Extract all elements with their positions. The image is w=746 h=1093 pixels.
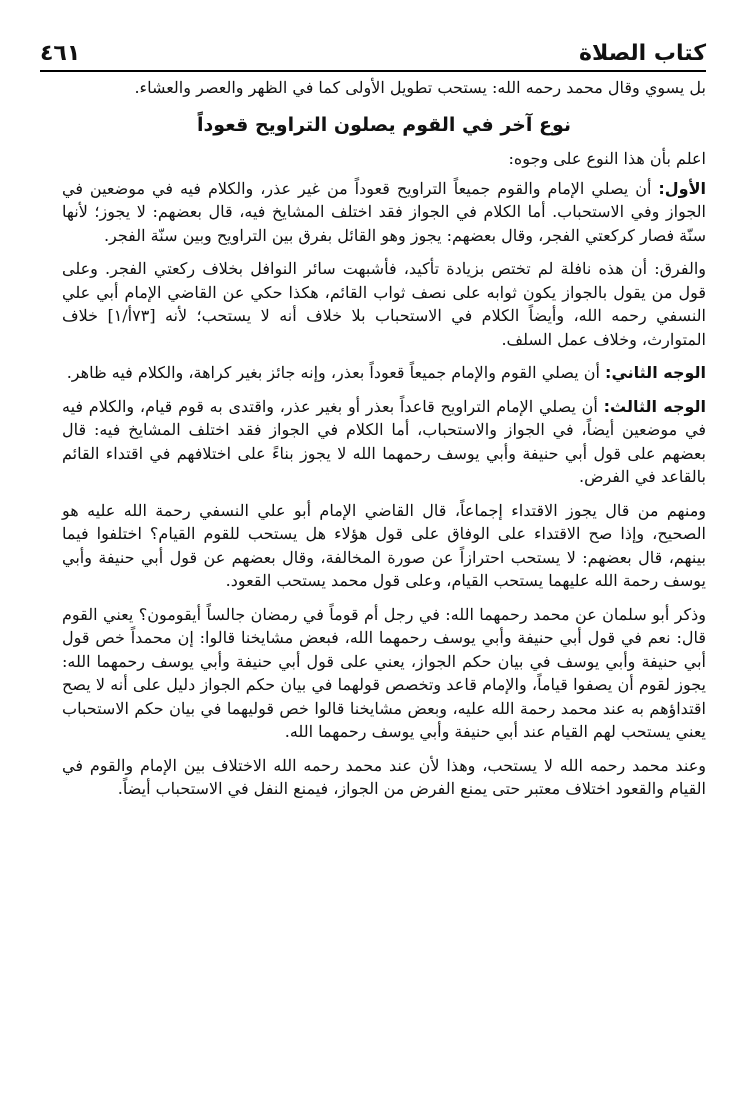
opening-line: اعلم بأن هذا النوع على وجوه: [508,149,706,168]
first-case-text: أن يصلي الإمام والقوم جميعاً التراويح قعوداً من غير عذر، والكلام فيه في موضعين في الجواز وفي الاستحباب. أما الكلام في الجواز فقد اختلف المشايخ فيه، قال بعضهم: لا يجوز؛ لأنها سنّة فصار كركعتي الفجر، وقال بعضهم: يجوز وهو القائل بفرق بين التراويح وبين سنّة الفجر. [62,178,706,245]
running-header [40,26,706,72]
page-number: ٤٦١ [40,41,81,66]
chapter-title: كتاب الصلاة [579,41,706,66]
third-case-text: أن يصلي الإمام التراويح قاعداً بعذر أو بغير عذر، واقتدى به قوم قيام، والكلام فيه في موضعين أيضاً، في الجواز والاستحباب، أما الكلام في الجواز فقد اختلف المشايخ فيه: قال بعضهم على قول أبي حنيفة وأبي يوسف رحمهما الله لا يجوز بناءً على اختلافهم في اقتداء القائم بالقاعد في الفرض. [62,396,706,486]
page-body [62,76,706,811]
difference-paragraph: والفرق: أن هذه نافلة لم تختص بزيادة تأكيد، فأشبهت سائر النوافل بخلاف ركعتي الفجر. وعلى قول من يقول بالجواز يكون ثوابه على نصف ثواب القائم، هكذا حكي عن القاضي الإمام أبي علي النسفي رحمه الله، وأيضاً الكلام في الاستحباب بلا خلاف أنه لا يستحب؛ لأنه [٧٣أ/١] خلاف المتوارث، وخلاف عمل السلف. [62,259,706,349]
paragraph-minhum: ومنهم من قال يجوز الاقتداء إجماعاً، قال القاضي الإمام أبو علي النسفي رحمة الله عليه هو الصحيح، وإذا صح الاقتداء على الوفاق على قول هؤلاء هل يستحب للقوم القيام؟ اختلفوا فيما بينهم، قال بعضهم: لا يستحب احترازاً عن صورة المخالفة، وقال بعضهم عن قول أبي حنيفة وأبي يوسف رحمة الله عليهما يستحب القيام، وعلى قول محمد يستحب القعود. [62,500,707,590]
paragraph-dhakara: وذكر أبو سلمان عن محمد رحمهما الله: في رجل أم قوماً في رمضان جالساً أيقومون؟ يعني القوم قال: نعم في قول أبي حنيفة وأبي يوسف رحمهما الله، فبعض مشايخنا قالوا: إن محمداً خص قول أبي حنيفة وأبي يوسف في بيان حكم الجواز، يعني على قول أبي حنيفة وأبي يوسف رحمهما الله: يجوز لقوم أن يصفوا قياماً، والإمام قاعد وتخصص قولهما في بيان حكم الجواز دليل على أنه لا يصح اقتداؤهم به عند محمد رحمة الله عليه، وبعض مشايخنا قالوا خص قوليهما في بيان حكم الاستحباب يعني يستحب لهم القيام عند أبي حنيفة وأبي يوسف رحمهما الله. [62,604,707,741]
intro-paragraph: بل يسوي وقال محمد رحمه الله: يستحب تطويل الأولى كما في الظهر والعصر والعشاء. [134,78,706,97]
first-case-label: الأول: [658,178,707,198]
second-case-label: الوجه الثاني: [605,363,706,382]
third-case-paragraph [62,395,706,489]
section-heading: نوع آخر في القوم يصلون التراويح قعوداً [196,113,572,136]
third-case-label: الوجه الثالث: [603,396,706,416]
second-case-paragraph [62,361,706,385]
second-case-text: أن يصلي القوم والإمام جميعاً قعوداً بعذر، وإنه جائز بغير كراهة، والكلام فيه ظاهر. [66,363,600,382]
first-case-paragraph [62,177,706,248]
paragraph-inda: وعند محمد رحمه الله لا يستحب، وهذا لأن عند محمد رحمه الله الاختلاف بين الإمام والقوم في القيام والقعود اختلاف معتبر حتى يمنع الفرض من الجواز، فيمنع النفل في الاستحباب أيضاً. [62,755,706,798]
